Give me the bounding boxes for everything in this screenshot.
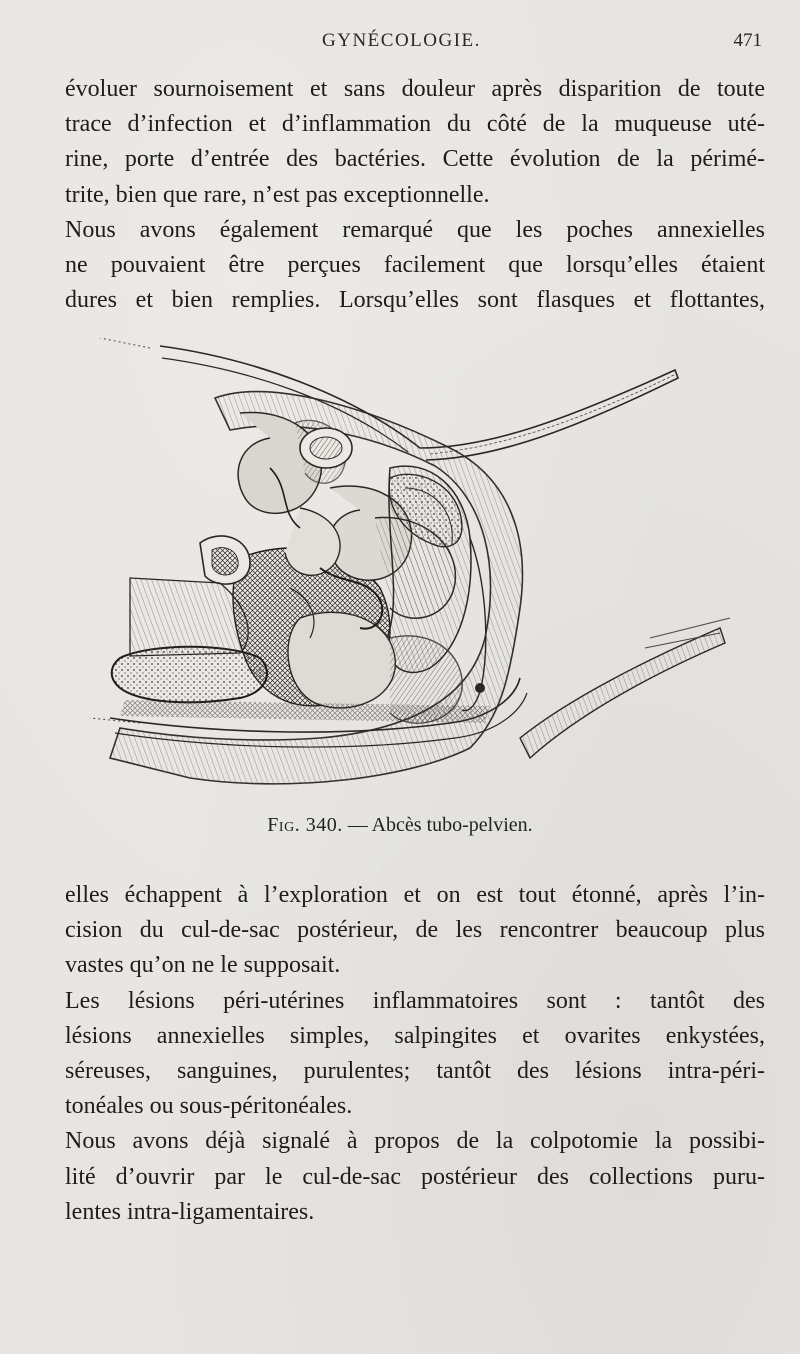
text-block-top <box>65 72 765 318</box>
running-title: GYNÉCOLOGIE. <box>322 30 481 51</box>
figure-title: Abcès tubo-pelvien. <box>371 814 533 836</box>
text-line: Les lésions péri-utérines inflammatoires sont : tantôt des <box>65 987 765 1014</box>
text-line: rine, porte d’entrée des bactéries. Cette évolution de la périmé- <box>65 146 765 173</box>
running-header <box>0 30 800 60</box>
text-line: ne pouvaient être perçues facilement que lorsqu’elles étaient <box>65 252 765 279</box>
text-line: dures et bien remplies. Lorsqu’elles sont flasques et flottantes, <box>65 287 765 314</box>
figure-label: Fig. 340. <box>267 814 343 836</box>
text-line: trace d’infection et d’inflammation du côté de la muqueuse uté- <box>65 111 765 138</box>
text-line: lité d’ouvrir par le cul-de-sac postérieur des collections puru- <box>65 1163 765 1190</box>
text-line: évoluer sournoisement et sans douleur après disparition de toute <box>65 76 765 102</box>
caption-separator: — <box>347 814 368 836</box>
text-line: Nous avons déjà signalé à propos de la colpotomie la possibi- <box>65 1128 765 1155</box>
text-line: lésions annexielles simples, salpingites et ovarites enkystées, <box>65 1022 765 1049</box>
text-line: trite, bien que rare, n’est pas exceptionnelle. <box>65 181 490 208</box>
text-block-bottom <box>65 878 765 1230</box>
text-line: elles échappent à l’exploration et on est tout étonné, après l’in- <box>65 882 765 908</box>
text-line: cision du cul-de-sac postérieur, de les rencontrer beaucoup plus <box>65 917 765 944</box>
text-line: séreuses, sanguines, purulentes; tantôt des lésions intra-péri- <box>65 1058 765 1085</box>
anatomical-illustration <box>90 338 740 808</box>
text-line: tonéales ou sous-péritonéales. <box>65 1093 353 1120</box>
page-number: 471 <box>733 30 762 51</box>
text-line: vastes qu’on ne le supposait. <box>65 952 341 979</box>
text-line: Nous avons également remarqué que les poches annexielles <box>65 216 765 243</box>
text-line: lentes intra-ligamentaires. <box>65 1198 315 1225</box>
figure-caption <box>0 814 800 837</box>
